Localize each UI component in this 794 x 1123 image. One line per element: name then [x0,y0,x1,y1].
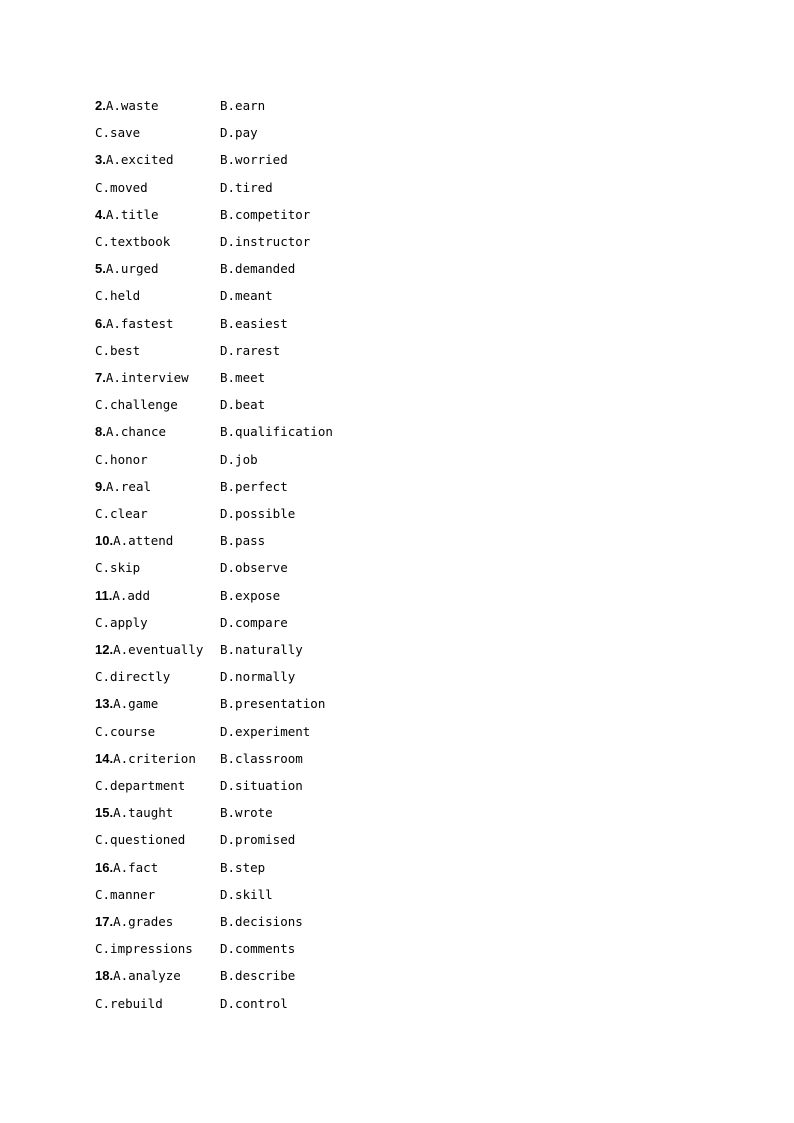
option-c: C.department [95,778,186,793]
option-c: C.impressions [95,941,193,957]
option-c: C.rebuild [95,995,163,1011]
option-a-cell [95,749,196,769]
option-c: C.held [95,288,141,304]
option-d: D.situation [220,778,303,793]
option-a-cell [95,803,173,823]
option-a-cell [95,96,159,116]
question-number: 11. [95,587,113,603]
question-number: 13. [95,696,114,712]
option-a: A.fact [113,859,159,875]
option-a: A.real [105,478,151,494]
option-a-cell [95,205,159,225]
option-b: B.presentation [220,696,326,712]
option-a-cell [95,314,174,334]
option-c: C.clear [95,506,148,521]
option-b: B.wrote [220,805,273,821]
option-a: A.title [105,206,159,222]
option-a-cell [95,640,203,660]
option-d: D.beat [220,397,266,413]
option-c: C.skip [95,560,141,576]
option-c: C.save [95,125,141,141]
option-d: D.comments [220,941,296,957]
question-number: 17. [95,914,114,929]
option-b: B.decisions [220,914,303,929]
option-b: B.perfect [220,478,288,494]
option-d: D.control [220,995,288,1011]
option-b: B.worried [220,152,288,168]
option-c: C.best [95,342,141,358]
option-d: D.rarest [220,342,281,358]
option-d: D.experiment [220,723,311,739]
option-a-cell [95,586,150,606]
option-b: B.competitor [220,206,311,222]
option-c: C.textbook [95,234,171,249]
question-number: 18. [95,968,114,984]
option-a-cell [95,858,158,878]
option-d: D.promised [220,832,296,848]
option-c: C.course [95,723,156,739]
option-d: D.observe [220,560,288,576]
option-a-cell [95,694,158,714]
option-a: A.urged [105,261,159,277]
option-d: D.compare [220,614,288,630]
option-b: B.step [220,859,266,875]
option-a: A.grades [113,914,174,929]
option-d: D.possible [220,506,296,521]
option-a: A.criterion [113,750,196,766]
option-d: D.pay [220,125,258,141]
option-a-cell [95,150,174,170]
question-number: 10. [95,533,114,549]
question-number: 16. [95,859,114,875]
option-b: B.meet [220,370,266,385]
option-a-cell [95,531,173,551]
option-a: A.waste [105,98,159,113]
option-a-cell [95,368,189,388]
option-a: A.excited [105,152,174,168]
option-d: D.tired [220,179,273,195]
option-a-cell [95,912,173,932]
question-number: 3. [95,152,106,168]
option-a: A.game [113,696,159,712]
option-a-cell [95,259,159,279]
option-b: B.classroom [220,750,303,766]
option-d: D.meant [220,288,273,304]
option-c: C.apply [95,614,148,630]
option-a-cell [95,477,151,497]
option-a: A.taught [113,805,174,821]
option-b: B.pass [220,533,266,549]
question-number: 9. [95,478,106,494]
option-a: A.chance [105,424,167,440]
option-d: D.job [220,451,258,467]
option-a: A.fastest [105,315,174,331]
option-d: D.normally [220,669,296,685]
option-c: C.moved [95,179,148,195]
question-number: 12. [95,642,114,657]
question-number: 7. [95,370,106,385]
option-d: D.instructor [220,234,311,249]
option-a: A.analyze [113,968,181,984]
option-c: C.manner [95,886,156,902]
option-b: B.easiest [220,315,288,331]
option-c: C.directly [95,669,171,685]
option-a: A.eventually [113,642,204,657]
option-b: B.naturally [220,642,303,657]
question-number: 15. [95,805,114,821]
option-d: D.skill [220,886,273,902]
option-c: C.challenge [95,397,178,413]
option-a: A.attend [113,533,174,549]
option-b: B.expose [220,587,281,603]
option-a-cell [95,422,166,442]
option-a: A.interview [105,370,189,385]
option-c: C.questioned [95,832,186,848]
option-b: B.qualification [220,424,333,440]
question-number: 8. [95,424,106,440]
option-a: A.add [112,587,150,603]
question-number: 14. [95,750,114,766]
question-number: 6. [95,315,106,331]
option-b: B.demanded [220,261,296,277]
question-number: 5. [95,261,106,277]
question-number: 2. [95,98,106,113]
option-b: B.earn [220,98,266,113]
option-b: B.describe [220,968,296,984]
option-c: C.honor [95,451,148,467]
question-number: 4. [95,206,106,222]
option-a-cell [95,966,181,986]
